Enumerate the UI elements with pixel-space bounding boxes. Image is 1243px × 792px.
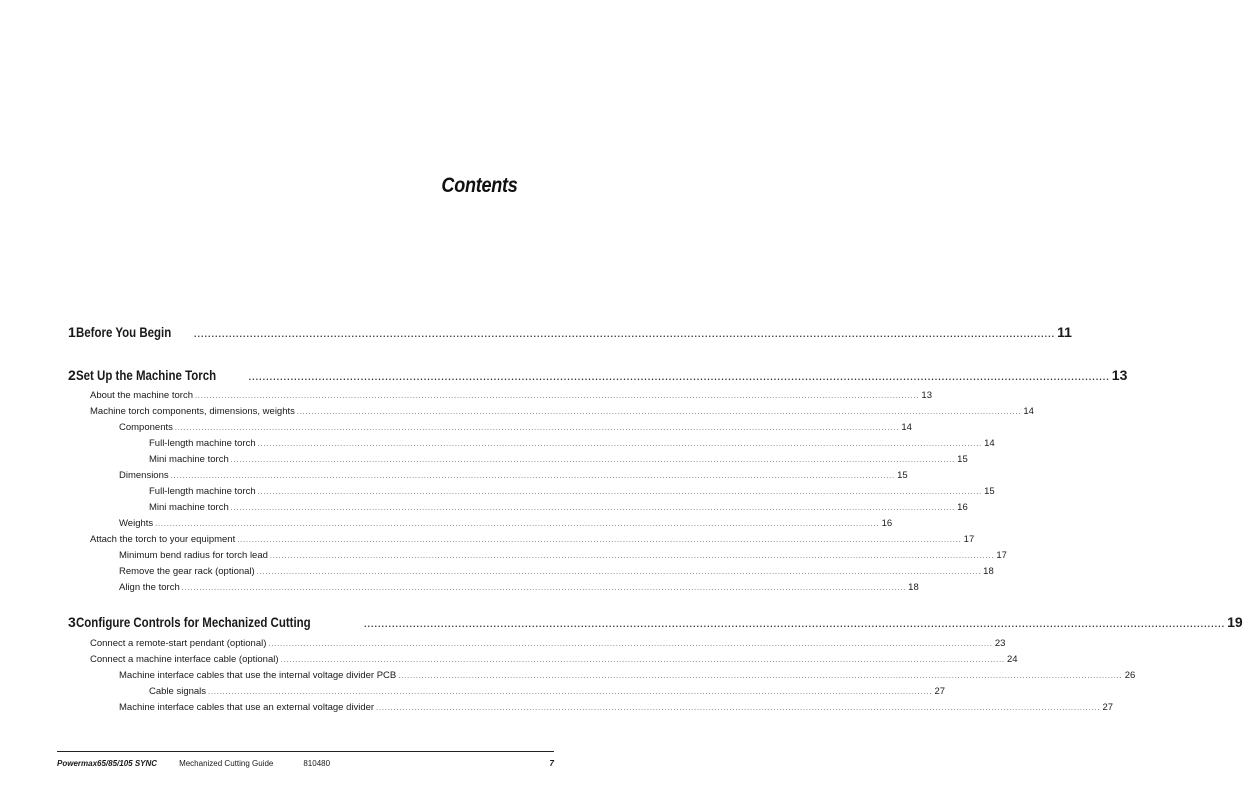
toc-chapter[interactable] — [68, 324, 1072, 340]
entry-title: Mini machine torch — [149, 454, 229, 465]
page-number: 23 — [994, 638, 1006, 649]
page-title: Contents — [441, 174, 518, 197]
page-number: 19 — [1227, 614, 1243, 630]
page-number: 13 — [1111, 367, 1128, 383]
entry-title: Dimensions — [119, 470, 169, 481]
entry-title: Attach the torch to your equipment — [90, 534, 236, 545]
entry-title: About the machine torch — [90, 390, 193, 401]
toc-chapter[interactable] — [68, 614, 1243, 630]
page-number: 15 — [957, 454, 968, 465]
dot-leader: ...................................................................................................................................................................................................................................................... — [257, 489, 983, 496]
toc-entry[interactable] — [149, 454, 968, 465]
chapter-number: 1 — [68, 324, 76, 340]
chapter-title: Configure Controls for Mechanized Cutting — [75, 614, 311, 630]
dot-leader: ...................................................................................................................................................................................................................................................... — [230, 457, 956, 464]
footer-guide-title: Mechanized Cutting Guide — [179, 759, 274, 768]
page-number: 24 — [1006, 654, 1018, 665]
chapter-number: 2 — [68, 367, 76, 383]
toc-entry[interactable] — [119, 582, 919, 593]
toc-entry[interactable] — [119, 566, 994, 577]
dot-leader: ...................................................................................................................................................................................................................................................... — [398, 673, 1123, 680]
entry-title: Connect a remote-start pendant (optional) — [90, 638, 267, 649]
entry-title: Connect a machine interface cable (optional) — [90, 654, 279, 665]
page-number: 15 — [897, 470, 908, 481]
page-number: 11 — [1057, 324, 1072, 340]
toc-entry[interactable] — [149, 438, 995, 449]
footer-doc-number: 810480 — [303, 759, 331, 768]
dot-leader: ...................................................................................................................................................................................................................................................... — [181, 585, 907, 592]
toc-entry[interactable] — [119, 422, 912, 433]
toc-entry[interactable] — [90, 390, 932, 401]
dot-leader: ...................................................................................................................................................................................................................................................... — [269, 553, 995, 560]
page-number: 27 — [934, 686, 946, 697]
dot-leader: ...................................................................................................................................................................................................................................................... — [257, 441, 983, 448]
page-number: 17 — [996, 550, 1007, 561]
page-number: 14 — [984, 438, 995, 449]
chapter-title: Before You Begin — [75, 324, 172, 340]
footer-divider — [57, 751, 554, 752]
entry-title: Minimum bend radius for torch lead — [119, 550, 268, 561]
page-number: 26 — [1124, 670, 1136, 681]
page-number: 15 — [984, 486, 995, 497]
dot-leader: ...................................................................................................................................................................................................................................................... — [296, 409, 1022, 416]
footer-page-number: 7 — [549, 759, 554, 768]
dot-leader: ...................................................................................................................................................................................................................................................... — [155, 521, 880, 528]
page-number: 18 — [908, 582, 919, 593]
page-number: 14 — [1023, 406, 1034, 417]
toc-entry[interactable] — [90, 534, 975, 545]
dot-leader: ...................................................................................................................................................................................................................................................... — [364, 619, 1226, 629]
chapter-number: 3 — [68, 614, 76, 630]
dot-leader: ...................................................................................................................................................................................................................................................... — [248, 372, 1110, 382]
dot-leader: ...................................................................................................................................................................................................................................................... — [230, 505, 956, 512]
entry-title: Align the torch — [119, 582, 180, 593]
toc-entry[interactable] — [149, 502, 968, 513]
page-number: 17 — [963, 534, 975, 545]
dot-leader: ...................................................................................................................................................................................................................................................... — [194, 393, 920, 400]
dot-leader: ...................................................................................................................................................................................................................................................... — [256, 569, 982, 576]
dot-leader: ...................................................................................................................................................................................................................................................... — [208, 689, 933, 696]
dot-leader: ...................................................................................................................................................................................................................................................... — [170, 473, 896, 480]
entry-title: Machine interface cables that use an external voltage divider — [119, 702, 375, 713]
entry-title: Full-length machine torch — [149, 438, 256, 449]
toc-entry[interactable] — [119, 550, 1007, 561]
page-number: 27 — [1102, 702, 1114, 713]
toc-entry[interactable] — [119, 518, 893, 529]
toc-entry[interactable] — [90, 406, 1034, 417]
entry-title: Full-length machine torch — [149, 486, 256, 497]
page-number: 13 — [921, 390, 932, 401]
entry-title: Cable signals — [149, 686, 207, 697]
entry-title: Components — [119, 422, 173, 433]
page-number: 14 — [901, 422, 912, 433]
toc-entry[interactable] — [119, 702, 1114, 713]
dot-leader: ...................................................................................................................................................................................................................................................... — [376, 705, 1101, 712]
page-number: 16 — [881, 518, 893, 529]
dot-leader: ...................................................................................................................................................................................................................................................... — [193, 329, 1056, 339]
toc-entry[interactable] — [149, 486, 995, 497]
dot-leader: ...................................................................................................................................................................................................................................................... — [268, 641, 993, 648]
dot-leader: ...................................................................................................................................................................................................................................................... — [174, 425, 900, 432]
entry-title: Mini machine torch — [149, 502, 229, 513]
dot-leader: ...................................................................................................................................................................................................................................................... — [280, 657, 1005, 664]
toc-entry[interactable] — [149, 686, 946, 697]
toc-entry[interactable] — [90, 638, 1006, 649]
page-number: 16 — [957, 502, 968, 513]
entry-title: Weights — [119, 518, 154, 529]
toc-entry[interactable] — [119, 670, 1136, 681]
toc-entry[interactable] — [119, 470, 908, 481]
page-footer — [57, 759, 554, 768]
chapter-title: Set Up the Machine Torch — [75, 367, 216, 383]
toc-chapter[interactable] — [68, 367, 1128, 383]
entry-title: Machine interface cables that use the internal voltage divider PCB — [119, 670, 397, 681]
entry-title: Remove the gear rack (optional) — [119, 566, 255, 577]
dot-leader: ...................................................................................................................................................................................................................................................... — [237, 537, 962, 544]
toc-entry[interactable] — [90, 654, 1018, 665]
page-number: 18 — [983, 566, 994, 577]
footer-product: Powermax65/85/105 SYNC — [57, 759, 158, 768]
entry-title: Machine torch components, dimensions, weights — [90, 406, 295, 417]
